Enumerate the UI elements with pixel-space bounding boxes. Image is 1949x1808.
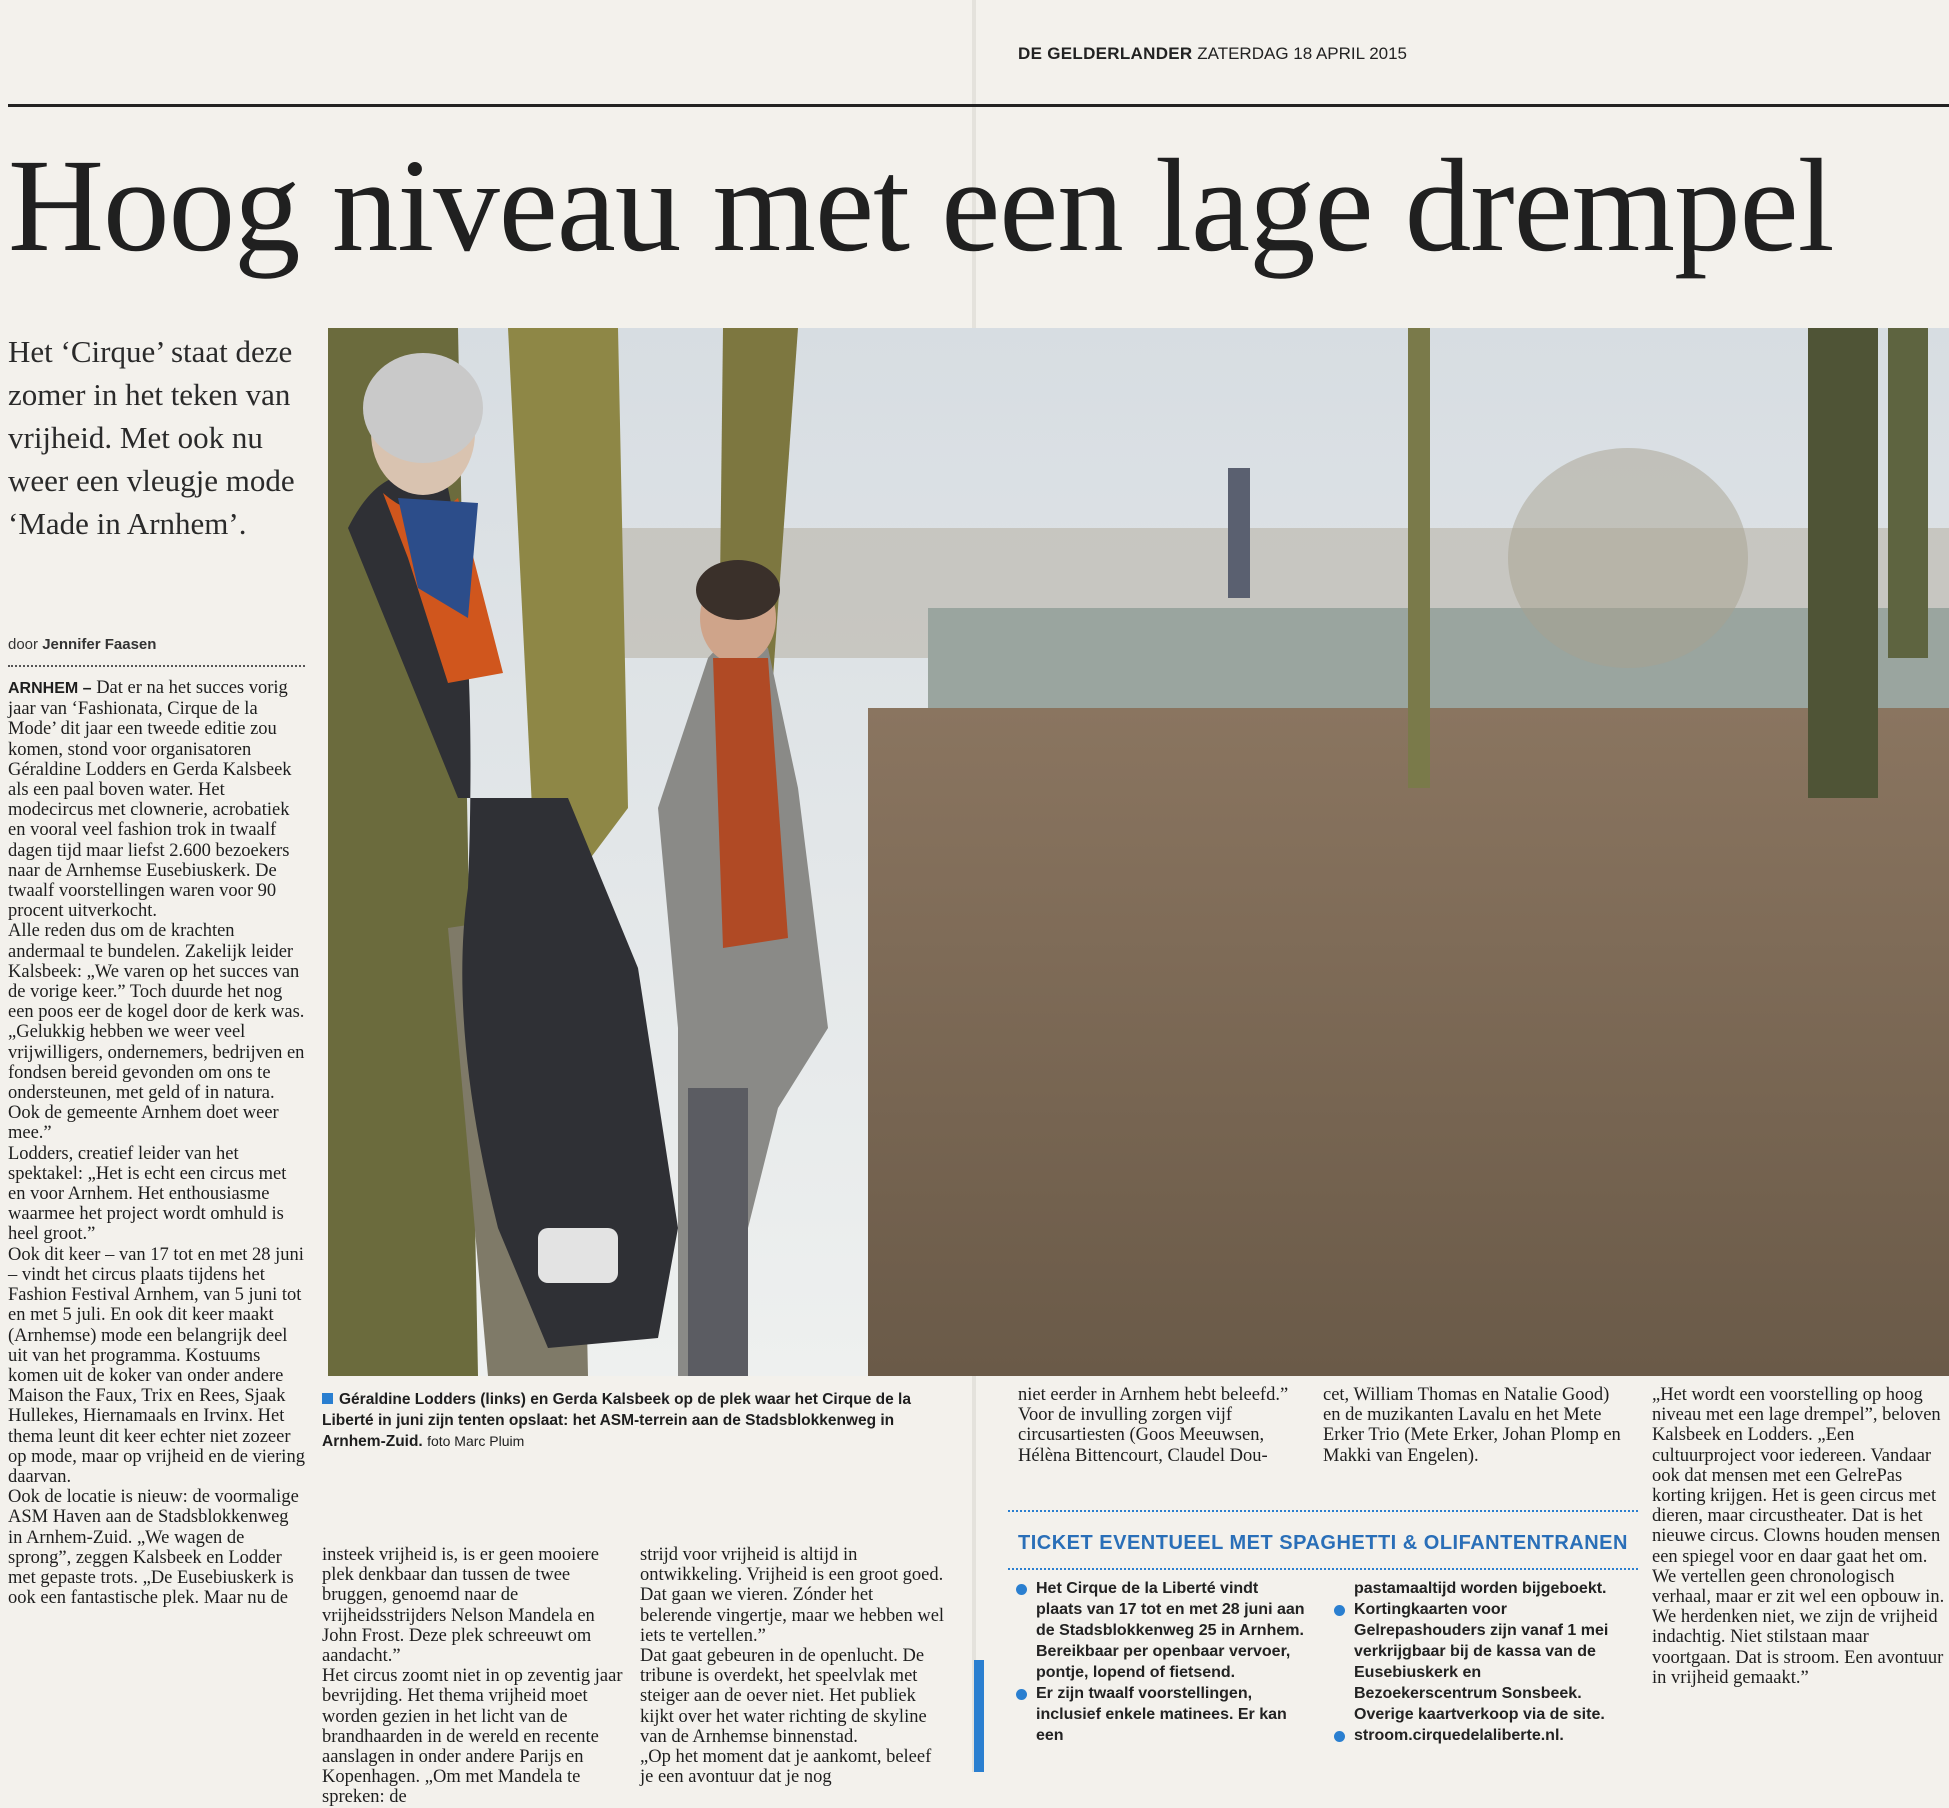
info-box-title-rule xyxy=(1008,1568,1638,1570)
info-box-column-1 xyxy=(1008,1578,1308,1768)
info-item-text: Er zijn twaalf voorstellingen, inclusief enkele matinees. Er kan een xyxy=(1036,1685,1287,1744)
paragraph: insteek vrijheid is, is er geen mooiere plek denkbaar dan tussen de twee bruggen, genoemd naar de vrijheidsstrijders Nelson Mandela en John Frost. Deze plek schreeuwt om aandacht.” xyxy=(322,1545,599,1667)
paragraph: Ook de locatie is nieuw: de voormalige ASM Haven aan de Stadsblokkenweg in Arnhem-Zuid. „We wagen de sprong”, zeggen Kalsbeek en Lodder met gepaste trots. „De Eusebiuskerk is ook een fantastische plek. Maar nu de xyxy=(8,1487,299,1609)
paragraph: „Op het moment dat je aankomt, beleef je een avontuur dat je nog xyxy=(640,1747,932,1788)
headline: Hoog niveau met een lage drempel xyxy=(8,131,1834,279)
paragraph-text: Dat er na het succes vorig jaar van ‘Fashionata, Cirque de la Mode’ dit jaar een tweede editie zou komen, stond voor organisatoren Géraldine Lodders en Gerda Kalsbeek als een paal boven water. Het modecircus met clownerie, acrobatiek en vooral veel fashion trok in twaalf dagen tijd maar liefst 2.600 bezoekers naar de Arnhemse Eusebiuskerk. De twaalf voorstellingen waren voor 90 procent uitverkocht. xyxy=(8,678,292,922)
paragraph: Alle reden dus om de krachten andermaal te bundelen. Zakelijk leider Kalsbeek: „We varen op het succes van de vorige keer.” Toch duurde het nog een poos eer de kogel door de kerk was. „Gelukkig hebben we weer veel vrijwilligers, ondernemers, bedrijven en fondsen bereid gevonden om ons te ondersteunen, met geld of in natura. Ook de gemeente Arnhem doet weer mee.” xyxy=(8,921,305,1144)
info-item-text: pastamaaltijd worden bijgeboekt. xyxy=(1354,1580,1607,1597)
intro-lead: Het ‘Cirque’ staat deze zomer in het teken van vrijheid. Met ook nu weer een vleugje mode ‘Made in Arnhem’. xyxy=(8,334,295,541)
caption-text: Géraldine Lodders (links) en Gerda Kalsbeek op de plek waar het Cirque de la Liberté in juni zijn tenten opslaat: het ASM-terrein aan de Stadsblokkenweg in Arnhem-Zuid. xyxy=(322,1391,911,1450)
paragraph xyxy=(8,678,306,921)
article-column-1 xyxy=(8,678,306,1772)
bullet-icon xyxy=(1334,1731,1345,1742)
info-box-title: TICKET EVENTUEEL MET SPAGHETTI & OLIFANTENTRANEN xyxy=(1018,1532,1628,1554)
paragraph: „Het wordt een voorstelling op hoog niveau met een lage drempel”, beloven Kalsbeek en Lodders. „Een cultuurproject voor iedereen. Vandaar ook dat mensen met een GelrePas korting krijgen. Het is geen circus met dieren, maar circustheater. Dat is het nieuwe circus. Clowns houden mensen een spiegel voor en daar gaat het om. We vertellen geen chronologisch verhaal, maar er zit wel een opbouw in. We herdenken niet, we zijn de vrijheid indachtig. Niet stilstaan maar voortgaan. Dat is stroom. Een avontuur in vrijheid gemaakt.” xyxy=(1652,1385,1945,1688)
paragraph: Voor de invulling zorgen vijf circusartiesten (Goos Meeuwsen, Hélèna Bittencourt, Claudel Dou- xyxy=(1018,1405,1268,1466)
byline-divider xyxy=(8,665,305,667)
byline xyxy=(8,636,156,653)
byline-prefix: door xyxy=(8,636,39,653)
info-item xyxy=(1326,1599,1626,1725)
article-column-6 xyxy=(1652,1385,1949,1772)
info-item xyxy=(1008,1578,1308,1683)
paragraph: Lodders, creatief leider van het spektakel: „Het is echt een circus met en voor Arnhem. Het enthousiasme waarmee het project wordt omhuld is heel groot.” xyxy=(8,1143,287,1245)
photo-credit: foto Marc Pluim xyxy=(427,1433,525,1449)
fold-color-strip xyxy=(974,1660,984,1772)
info-item-link[interactable] xyxy=(1326,1725,1626,1746)
info-box xyxy=(1008,1510,1638,1772)
paragraph: strijd voor vrijheid is altijd in ontwikkeling. Vrijheid is een groot goed. Dat gaan we vieren. Zónder het belerende vingertje, maar we hebben wel iets te vertellen.” xyxy=(640,1545,945,1646)
info-box-column-2 xyxy=(1326,1578,1626,1768)
header-rule xyxy=(8,104,1949,107)
paragraph: Ook dit keer – van 17 tot en met 28 juni – vindt het circus plaats tijdens het Fashion Festival Arnhem, van 5 juni tot en met 5 juli. En ook dit keer maakt (Arnhemse) mode een belangrijk deel uit van het programma. Kostuums komen uit de koker van onder andere Maison the Faux, Trix en Rees, Sjaak Hullekes, Hiernamaals en Irvinx. Het thema leunt dit keer echter niet zozeer op mode, maar op vrijheid en de viering daarvan. xyxy=(8,1244,305,1487)
article-photo xyxy=(328,328,1949,1376)
newspaper-name: DE GELDERLANDER xyxy=(1018,44,1193,63)
paragraph: Dat gaat gebeuren in de openlucht. De tribune is overdekt, het speelvlak met steiger aan de oever niet. Het publiek kijkt over het water richting de skyline van de Arnhemse binnenstad. xyxy=(640,1646,927,1747)
article-column-5 xyxy=(1323,1385,1623,1530)
bullet-icon xyxy=(1016,1584,1027,1595)
info-item-text: Het Cirque de la Liberté vindt plaats van 17 tot en met 28 juni aan de Stadsblokkenweg 25 in Arnhem. Bereikbaar per openbaar vervoer, pontje, lopend of fietsend. xyxy=(1036,1580,1305,1681)
article-column-3 xyxy=(640,1545,945,1788)
bullet-icon xyxy=(1016,1689,1027,1700)
info-item-continued xyxy=(1326,1578,1626,1599)
caption-marker-icon xyxy=(322,1393,333,1404)
website-link[interactable]: stroom.cirquedelaliberte.nl. xyxy=(1354,1727,1564,1744)
paragraph: Het circus zoomt niet in op zeventig jaar bevrijding. Het thema vrijheid moet worden gezien in het licht van de brandhaarden in de wereld en recente aanslagen in onder andere Parijs en Kopenhagen. „Om met Mandela te spreken: de xyxy=(322,1666,623,1808)
article-column-4 xyxy=(1018,1385,1308,1530)
masthead xyxy=(1018,44,1407,64)
issue-date: ZATERDAG 18 APRIL 2015 xyxy=(1197,44,1408,63)
byline-author: Jennifer Faasen xyxy=(42,636,157,653)
info-box-top-rule xyxy=(1008,1510,1638,1512)
info-item xyxy=(1008,1683,1308,1746)
paragraph: niet eerder in Arnhem hebt beleefd.” xyxy=(1018,1385,1289,1405)
photo-caption xyxy=(322,1389,952,1452)
bullet-icon xyxy=(1334,1605,1345,1616)
paragraph: cet, William Thomas en Natalie Good) en de muzikanten Lavalu en het Mete Erker Trio (Mete Erker, Johan Plomp en Makki van Engelen). xyxy=(1323,1385,1621,1466)
dateline: ARNHEM – xyxy=(8,680,92,697)
article-column-2 xyxy=(322,1545,627,1808)
info-item-text: Kortingkaarten voor Gelrepashouders zijn vanaf 1 mei verkrijgbaar bij de kassa van de Eusebiuskerk en Bezoekerscentrum Sonsbeek. Overige kaartverkoop via de site. xyxy=(1354,1601,1609,1723)
